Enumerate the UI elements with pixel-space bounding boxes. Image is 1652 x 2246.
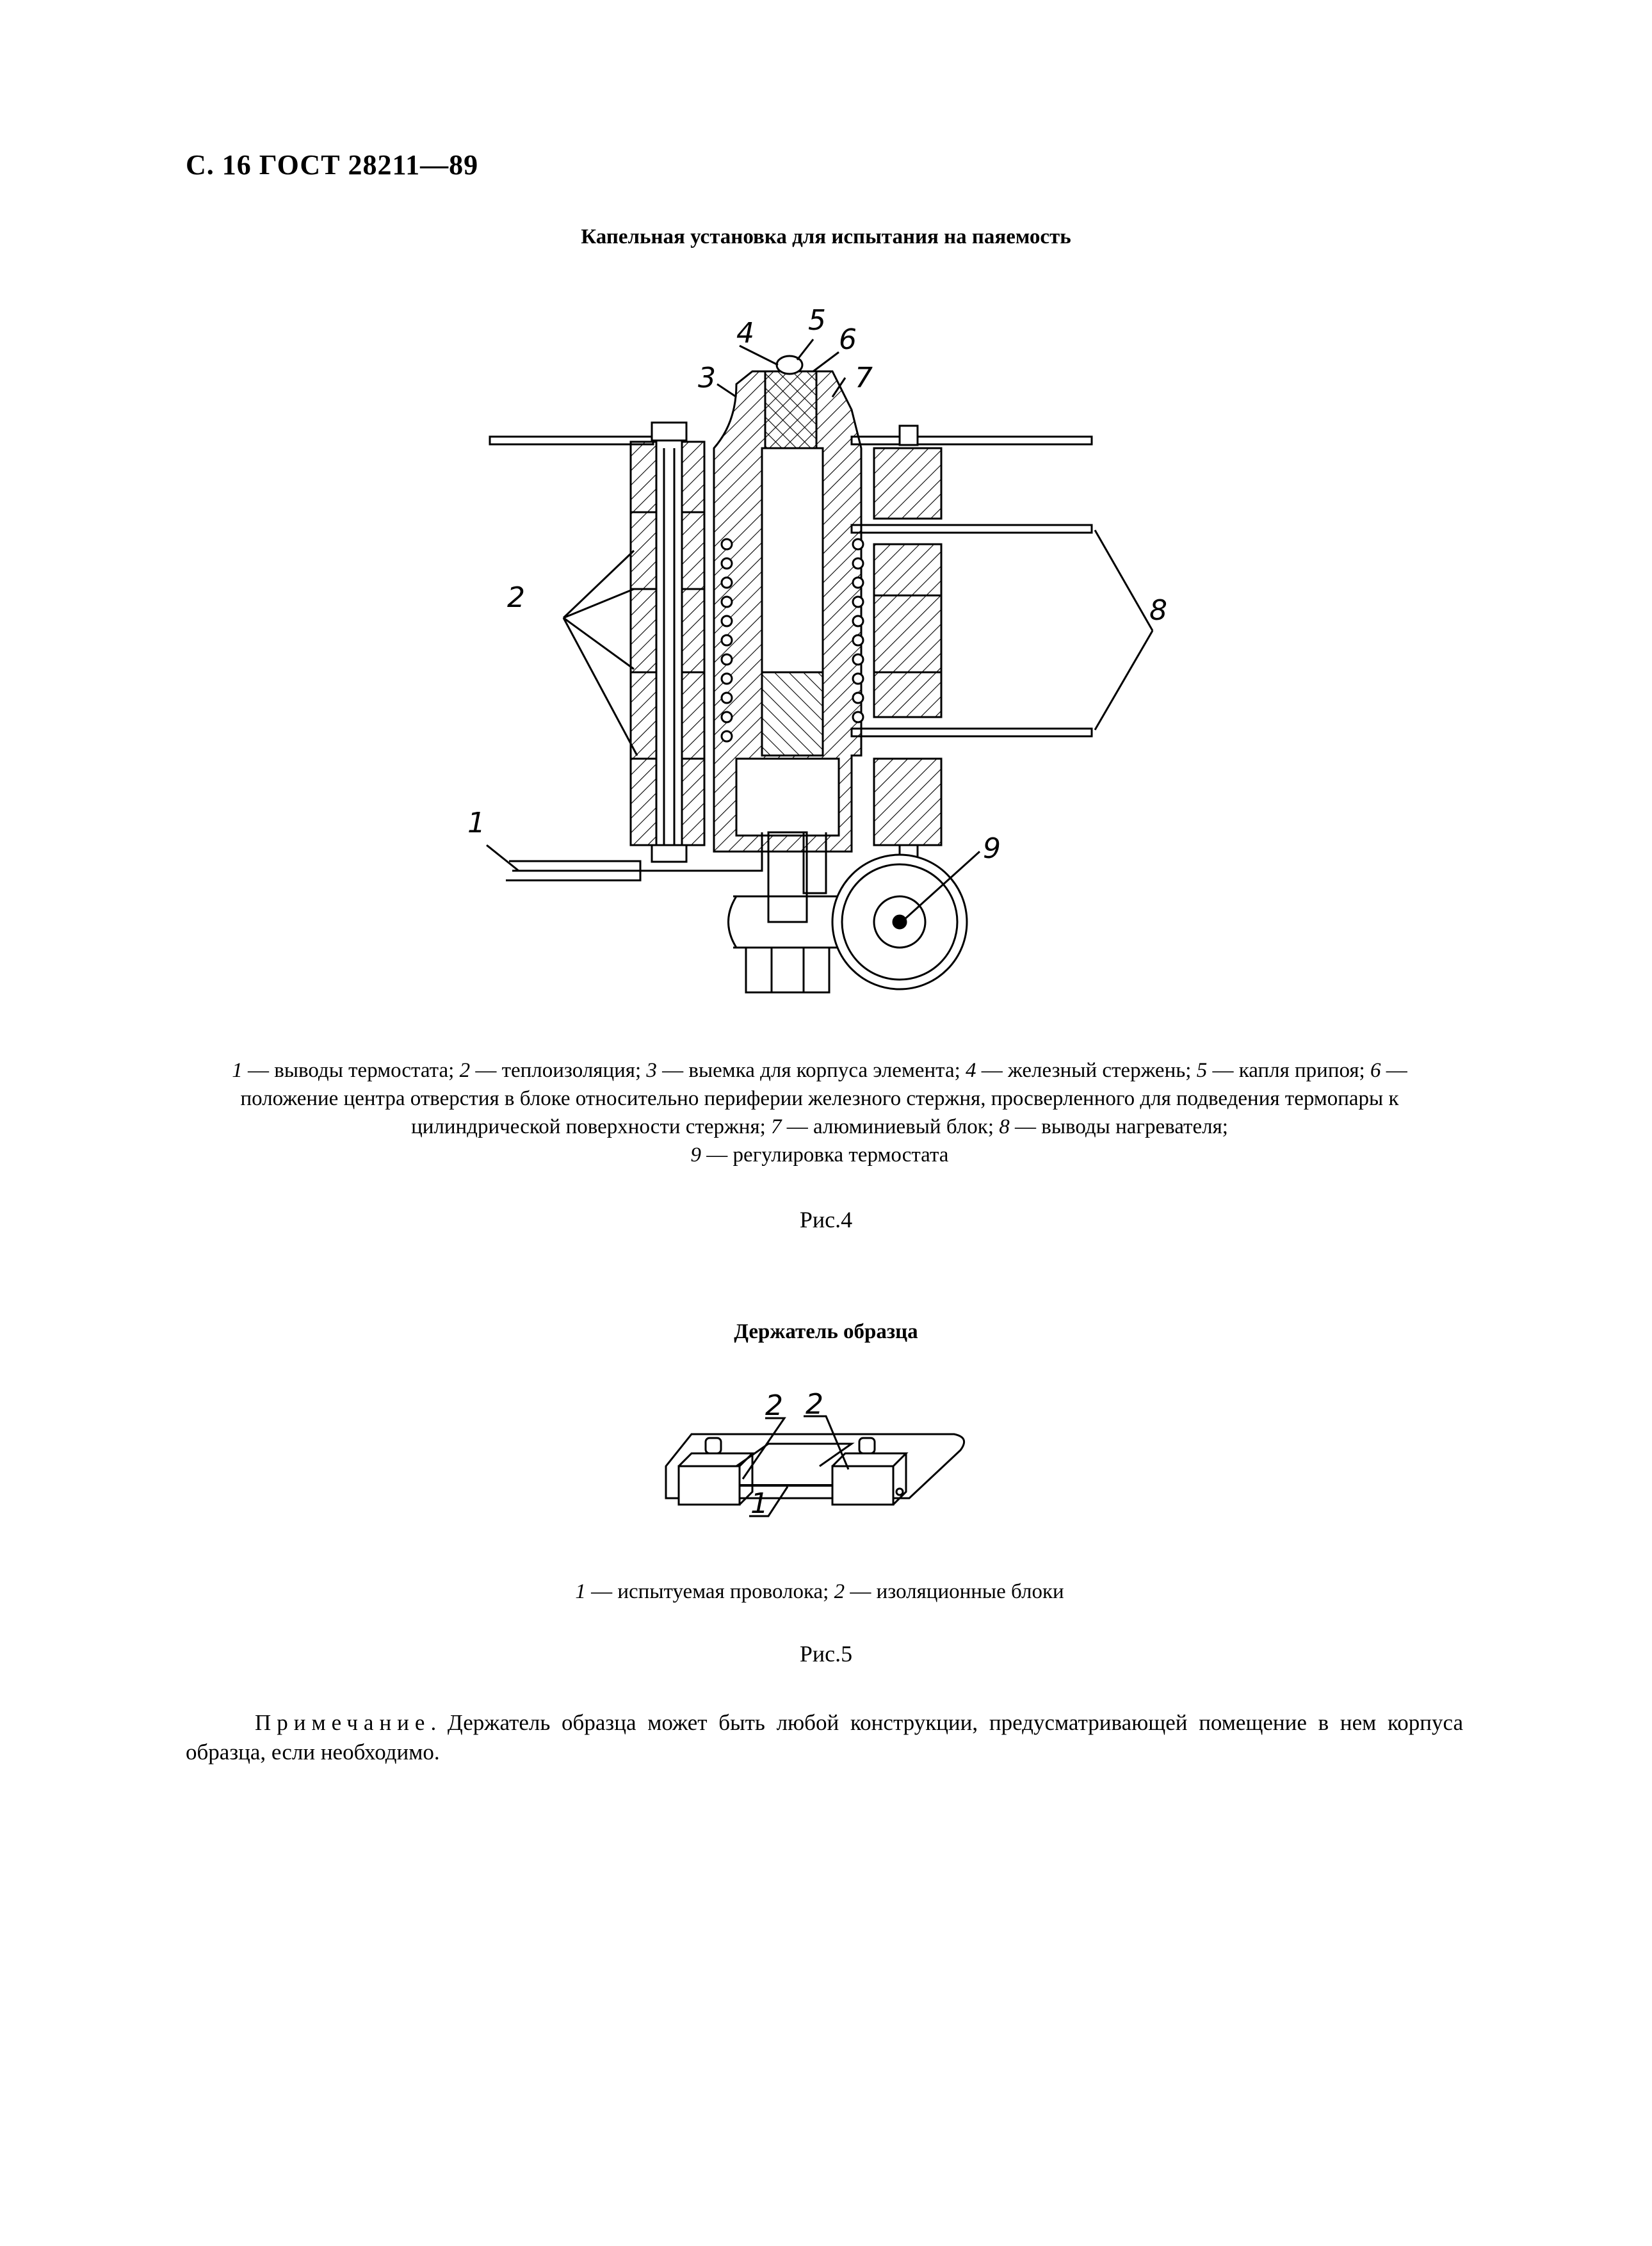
caption4-n4: 4: [966, 1059, 976, 1082]
callout-2: 2: [507, 581, 525, 614]
caption5-t2: — изоляционные блоки: [845, 1580, 1064, 1603]
figure-4-caption: [186, 1056, 1454, 1169]
callout-8: 8: [1149, 594, 1167, 627]
figure-4-label: Рис.4: [799, 1207, 853, 1232]
caption5-n2: 2: [834, 1580, 845, 1603]
caption4-t7: — алюминиевый блок;: [781, 1115, 1000, 1138]
figure-5-label: Рис.5: [799, 1641, 853, 1667]
caption4-t9: — регулировка термостата: [701, 1143, 949, 1167]
caption4-t4: — железный стержень;: [976, 1059, 1197, 1082]
caption4-n7: 7: [771, 1115, 782, 1138]
page-header: С. 16 ГОСТ 28211—89: [186, 149, 479, 181]
caption4-n3: 3: [646, 1059, 657, 1082]
caption4-t3: — выемка для корпуса элемента;: [656, 1059, 966, 1082]
caption4-t2: — теплоизоляция;: [470, 1059, 647, 1082]
callout-5: 5: [808, 304, 826, 337]
caption4-n2: 2: [459, 1059, 471, 1082]
caption4-t5: — капля припоя;: [1207, 1059, 1370, 1082]
caption4-n9: 9: [690, 1143, 702, 1167]
callout-7: 7: [855, 362, 873, 394]
callout-9: 9: [983, 832, 1001, 865]
caption4-t1: — выводы термостата;: [242, 1059, 460, 1082]
figure-4-drawing: [461, 282, 1167, 1024]
fig5-callout-2b: 2: [806, 1388, 823, 1421]
caption4-n1: 1: [232, 1059, 243, 1082]
figure-5-drawing: [653, 1388, 999, 1549]
fig5-callout-1: 1: [750, 1487, 768, 1520]
caption4-n6: 6: [1370, 1059, 1381, 1082]
fig5-callout-2a: 2: [765, 1389, 783, 1422]
callout-6: 6: [839, 323, 857, 356]
figure-4-title: Капельная установка для испытания на паяемость: [581, 225, 1071, 248]
note-text: . Держатель образца может быть любой конструкции, предусматривающей помещение в нем корпуса образца, если необходимо.: [186, 1710, 1463, 1765]
figure-5-caption: [186, 1578, 1454, 1606]
caption5-n1: 1: [575, 1580, 586, 1603]
caption4-n8: 8: [999, 1115, 1010, 1138]
figure-5-title: Держатель образца: [734, 1320, 918, 1343]
caption4-t6: — положение центра отверстия в блоке относительно периферии железного стержня, просверленного для подведения термопары к цилиндрической поверхности стержня;: [240, 1059, 1407, 1138]
caption4-t8: — выводы нагревателя;: [1009, 1115, 1228, 1138]
callout-3: 3: [698, 362, 716, 394]
note-paragraph: [186, 1708, 1463, 1767]
caption4-n5: 5: [1196, 1059, 1208, 1082]
caption5-t1: — испытуемая проволока;: [585, 1580, 834, 1603]
callout-4: 4: [736, 317, 754, 350]
callout-1: 1: [467, 807, 485, 839]
note-lead: Примечание: [255, 1710, 431, 1735]
